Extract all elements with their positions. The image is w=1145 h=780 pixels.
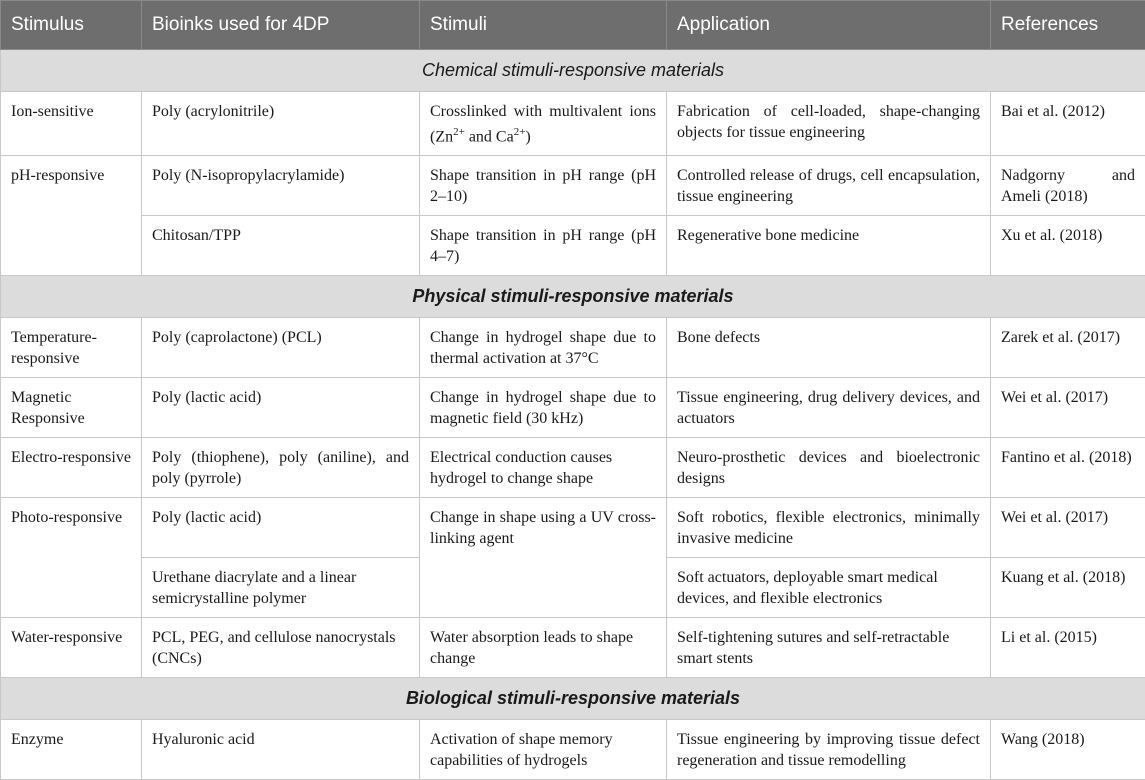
cell-stimuli	[420, 92, 667, 156]
table-row	[1, 498, 1145, 558]
cell-stimuli: Change in hydrogel shape due to magnetic field (30 kHz)	[420, 378, 667, 438]
cell-stimuli: Change in hydrogel shape due to thermal activation at 37°C	[420, 318, 667, 378]
table-row	[1, 438, 1145, 498]
cell-stimulus: Enzyme	[1, 720, 142, 780]
cell-stimulus: Photo-responsive	[1, 498, 142, 618]
table-row	[1, 156, 1145, 216]
cell-reference: Li et al. (2015)	[991, 618, 1145, 678]
table-row	[1, 92, 1145, 156]
table-row	[1, 318, 1145, 378]
cell-stimulus: Magnetic Responsive	[1, 378, 142, 438]
cell-application: Tissue engineering by improving tissue defect regeneration and tissue remodelling	[667, 720, 991, 780]
cell-bioink: Poly (thiophene), poly (aniline), and poly (pyrrole)	[142, 438, 420, 498]
cell-stimulus: Ion-sensitive	[1, 92, 142, 156]
cell-bioink: Hyaluronic acid	[142, 720, 420, 780]
cell-stimuli: Water absorption leads to shape change	[420, 618, 667, 678]
cell-bioink: Poly (lactic acid)	[142, 378, 420, 438]
cell-application: Soft robotics, flexible electronics, minimally invasive medicine	[667, 498, 991, 558]
cell-stimuli: Activation of shape memory capabilities of hydrogels	[420, 720, 667, 780]
cell-stimuli: Electrical conduction causes hydrogel to change shape	[420, 438, 667, 498]
cell-stimuli: Change in shape using a UV cross-linking agent	[420, 498, 667, 618]
cell-reference: Fantino et al. (2018)	[991, 438, 1145, 498]
header-application: Application	[667, 1, 991, 50]
cell-application: Fabrication of cell-loaded, shape-changing objects for tissue engineering	[667, 92, 991, 156]
header-stimuli: Stimuli	[420, 1, 667, 50]
cell-reference: Zarek et al. (2017)	[991, 318, 1145, 378]
header-stimulus: Stimulus	[1, 1, 142, 50]
stimuli-text: )	[525, 128, 530, 145]
table-row	[1, 216, 1145, 276]
cell-application: Neuro-prosthetic devices and bioelectronic designs	[667, 438, 991, 498]
cell-application: Soft actuators, deployable smart medical devices, and flexible electronics	[667, 558, 991, 618]
cell-reference: Nadgorny and Ameli (2018)	[991, 156, 1145, 216]
cell-application: Bone defects	[667, 318, 991, 378]
cell-reference: Xu et al. (2018)	[991, 216, 1145, 276]
cell-reference: Wei et al. (2017)	[991, 378, 1145, 438]
cell-application: Regenerative bone medicine	[667, 216, 991, 276]
cell-bioink: Poly (lactic acid)	[142, 498, 420, 558]
cell-bioink: Chitosan/TPP	[142, 216, 420, 276]
cell-stimulus: Water-responsive	[1, 618, 142, 678]
cell-reference: Wang (2018)	[991, 720, 1145, 780]
header-references: References	[991, 1, 1145, 50]
cell-reference: Kuang et al. (2018)	[991, 558, 1145, 618]
cell-application: Self-tightening sutures and self-retractable smart stents	[667, 618, 991, 678]
section-title-chemical: Chemical stimuli-responsive materials	[1, 50, 1145, 92]
section-title-biological: Biological stimuli-responsive materials	[1, 678, 1145, 720]
cell-bioink: Poly (N-isopropylacrylamide)	[142, 156, 420, 216]
superscript-charge: 2+	[514, 126, 526, 138]
superscript-charge: 2+	[453, 126, 465, 138]
table-row	[1, 618, 1145, 678]
section-row-chemical	[1, 50, 1145, 92]
cell-reference: Bai et al. (2012)	[991, 92, 1145, 156]
header-bioinks: Bioinks used for 4DP	[142, 1, 420, 50]
cell-stimuli: Shape transition in pH range (pH 4–7)	[420, 216, 667, 276]
cell-application: Tissue engineering, drug delivery devices, and actuators	[667, 378, 991, 438]
section-title-physical: Physical stimuli-responsive materials	[1, 276, 1145, 318]
cell-bioink: Urethane diacrylate and a linear semicrystalline polymer	[142, 558, 420, 618]
section-row-physical	[1, 276, 1145, 318]
cell-stimulus: Temperature-responsive	[1, 318, 142, 378]
cell-application: Controlled release of drugs, cell encapsulation, tissue engineering	[667, 156, 991, 216]
table-row	[1, 720, 1145, 780]
table-row	[1, 378, 1145, 438]
header-row	[1, 1, 1145, 50]
stimuli-text: and Ca	[465, 128, 514, 145]
cell-stimuli: Shape transition in pH range (pH 2–10)	[420, 156, 667, 216]
cell-reference: Wei et al. (2017)	[991, 498, 1145, 558]
cell-bioink: Poly (acrylonitrile)	[142, 92, 420, 156]
cell-bioink: PCL, PEG, and cellulose nanocrystals (CNCs)	[142, 618, 420, 678]
cell-bioink: Poly (caprolactone) (PCL)	[142, 318, 420, 378]
cell-stimulus: pH-responsive	[1, 156, 142, 276]
section-row-biological	[1, 678, 1145, 720]
stimuli-text: Crosslinked with multivalent ions (Zn	[430, 103, 656, 145]
cell-stimulus: Electro-responsive	[1, 438, 142, 498]
